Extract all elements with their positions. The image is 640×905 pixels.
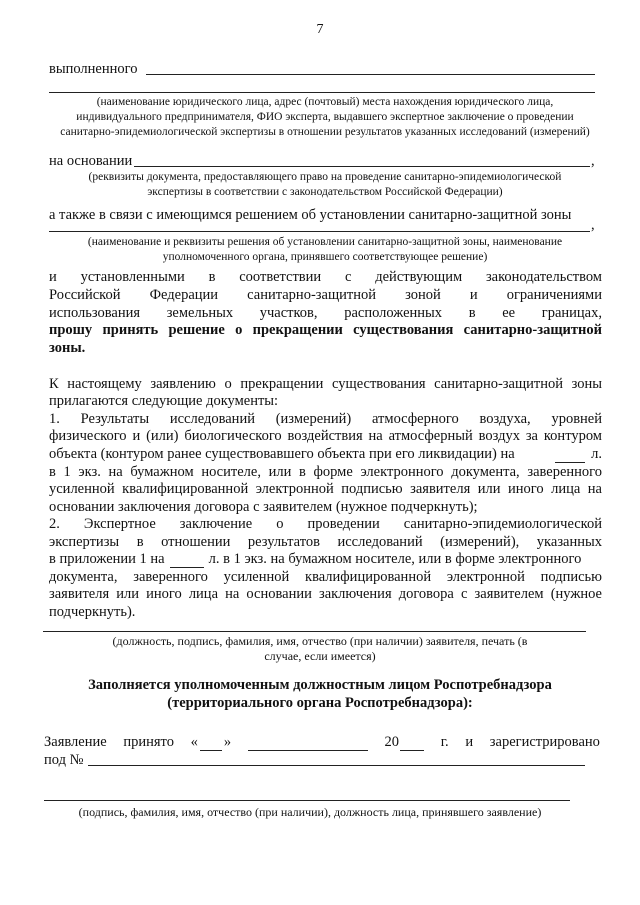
accepted-label: Заявление [44, 734, 107, 750]
executed-label: выполненного [49, 61, 138, 77]
item2-line-1: 2. Экспертное заключение о проведении санитарно-эпидемиологической [49, 516, 602, 532]
also-text: а также в связи с имеющимся решением об установлении санитарно-защитной зоны [49, 207, 572, 223]
item2-line-2: экспертизы в отношении результатов исследований (измерений), указанных [49, 534, 602, 550]
official-signature-note: (подпись, фамилия, имя, отчество (при наличии), должность лица, принявшего заявление) [78, 805, 542, 819]
request-line-3: использования земельных участков, расположенных в ее границах, [49, 305, 602, 321]
quote-open: « [190, 734, 198, 750]
applicant-signature-note: (должность, подпись, фамилия, имя, отчество (при наличии) заявителя, печать (в случае, если имеется) [112, 634, 528, 663]
year-suffix: г. [440, 734, 449, 750]
attachments-intro-1: К настоящему заявлению о прекращении существования санитарно-защитной зоны [49, 376, 602, 392]
year-prefix: 20 [384, 734, 400, 750]
basis-comma: , [591, 153, 595, 169]
item2-line-3b: л. в 1 экз. на бумажном носителе, или в форме электронного [208, 551, 582, 567]
item1-line-1: 1. Результаты исследований (измерений) атмосферного воздуха, уровней [49, 411, 602, 427]
page-number: 7 [316, 22, 324, 37]
accepted-word: принято [123, 734, 174, 750]
item2-line-3a: в приложении 1 на [49, 551, 165, 567]
request-line-1: и установленными в соответствии с действующим законодательством [49, 269, 602, 285]
official-heading-1: Заполняется уполномоченным должностным лицом Роспотребнадзора [88, 677, 552, 693]
attachments-intro-2: прилагаются следующие документы: [49, 393, 279, 409]
item2-line-5: заявителя или иного лица на основании заключения договора с заявителем (нужное [49, 586, 602, 602]
item1-line-6: основании заключения договора с заявителем (нужное подчеркнуть); [49, 499, 478, 515]
executed-field-line[interactable] [146, 74, 595, 75]
official-heading-2: (территориального органа Роспотребнадзора): [167, 695, 473, 711]
decision-comma: , [591, 217, 595, 233]
item1-line-4: в 1 экз. на бумажном носителе, или в форме электронного документа, заверенного [49, 464, 602, 480]
item2-pages-blank[interactable] [170, 554, 204, 568]
request-line-4: прошу принять решение о прекращении существования санитарно-защитной [49, 322, 602, 338]
basis-label: на основании [49, 153, 133, 169]
item2-line-6: подчеркнуть). [49, 604, 136, 620]
registration-number-line[interactable] [88, 765, 585, 766]
basis-field-line[interactable] [134, 166, 590, 167]
day-blank[interactable] [200, 737, 222, 751]
item2-line-4: документа, заверенного усиленной квалифицированной электронной подписью [49, 569, 602, 585]
under-no-label: под № [44, 752, 84, 768]
conj: и [465, 734, 474, 750]
applicant-signature-line[interactable] [43, 631, 586, 632]
accepted-row [44, 734, 600, 751]
request-line-5: зоны. [49, 340, 86, 356]
official-signature-line[interactable] [44, 800, 570, 801]
item1-line-5: усиленной квалифицированной электронной подписью заявителя или иного лица на [49, 481, 602, 497]
item1-line-2: физического и (или) биологического воздействия на атмосферный воздух за контуром [49, 428, 602, 444]
item2-line-3 [49, 551, 581, 568]
item1-line-3b: л. [591, 446, 602, 462]
quote-close: » [223, 734, 232, 750]
item1-line-3 [49, 446, 602, 463]
month-blank[interactable] [248, 737, 368, 751]
executed-note: (наименование юридического лица, адрес (почтовый) места нахождения юридического лица, индивидуального предпринимателя, ФИО эксперта, выдавшего экспертное заключение о проведении санитарно-эпидемиологической экспертизы в отношении результатов указанных исследований (измерений) [60, 96, 590, 138]
registered-word: зарегистрировано [489, 734, 600, 750]
executed-field-line-2[interactable] [49, 92, 595, 93]
decision-field-line[interactable] [49, 231, 590, 232]
basis-note: (реквизиты документа, предоставляющего право на проведение санитарно-эпидемиологической экспертизы в соответствии с законодательством Российской Федерации) [88, 171, 562, 198]
item1-pages-blank[interactable] [555, 449, 585, 463]
request-line-2: Российской Федерации санитарно-защитной зоной и ограничениями [49, 287, 602, 303]
decision-note: (наименование и реквизиты решения об установлении санитарно-защитной зоны, наименование уполномоченного органа, принявшего соответствующее решение) [87, 236, 563, 263]
item1-line-3a: объекта (контуром ранее существовавшего объекта при его ликвидации) на [49, 446, 515, 462]
year-blank[interactable] [400, 737, 424, 751]
